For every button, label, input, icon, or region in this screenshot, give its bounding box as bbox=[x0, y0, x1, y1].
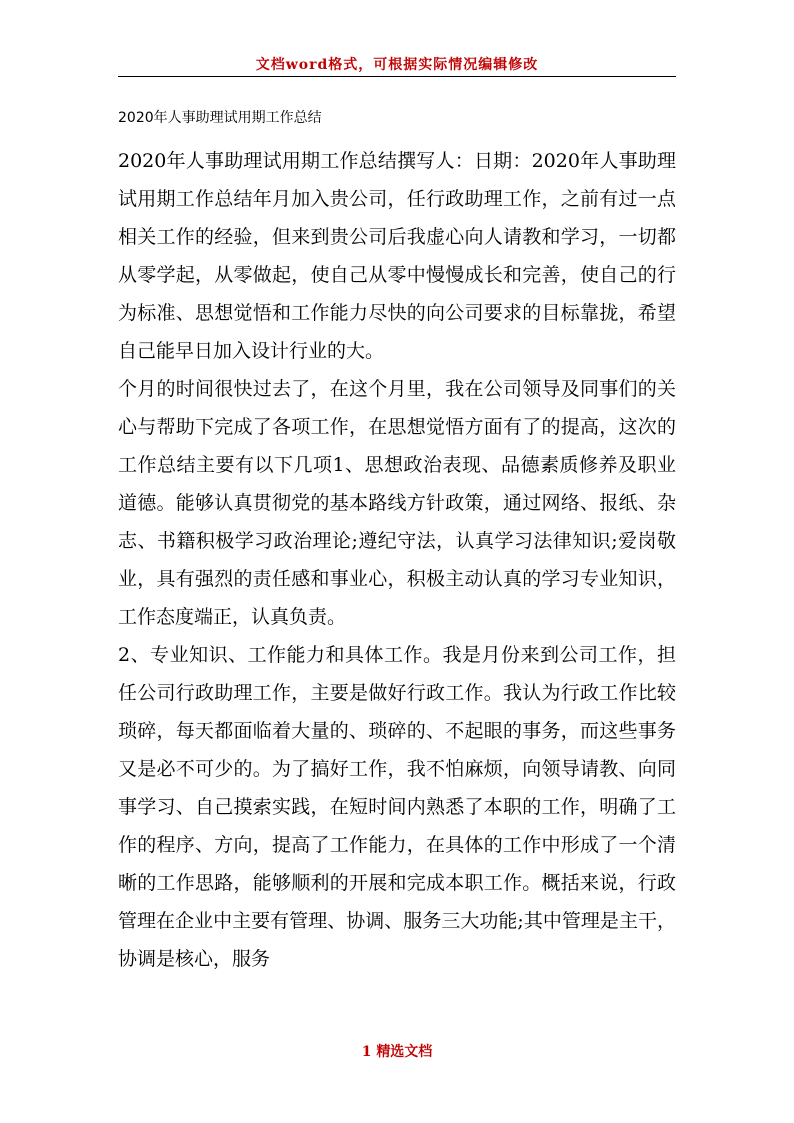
page-number: 1 bbox=[361, 1044, 372, 1060]
header-notice: 文档word格式，可根据实际情况编辑修改 bbox=[255, 57, 539, 73]
footer bbox=[0, 1041, 794, 1061]
header-divider bbox=[118, 76, 676, 77]
document-title: 2020年人事助理试用期工作总结 bbox=[118, 110, 322, 126]
document-body bbox=[118, 142, 676, 978]
paragraph: 2、专业知识、工作能力和具体工作。我是月份来到公司工作，担任公司行政助理工作，主要是做好行政工作。我认为行政工作比较琐碎，每天都面临着大量的、琐碎的、不起眼的事务，而这些事务又是必不可少的。为了搞好工作，我不怕麻烦，向领导请教、向同事学习、自己摸索实践，在短时间内熟悉了本职的工作，明确了工作的程序、方向，提高了工作能力，在具体的工作中形成了一个清晰的工作思路，能够顺利的开展和完成本职工作。概括来说，行政管理在企业中主要有管理、协调、服务三大功能;其中管理是主干，协调是核心，服务 bbox=[118, 644, 676, 970]
footer-label: 精选文档 bbox=[376, 1044, 433, 1060]
paragraph: 2020年人事助理试用期工作总结撰写人：日期：2020年人事助理试用期工作总结年月加入贵公司，任行政助理工作，之前有过一点相关工作的经验，但来到贵公司后我虚心向人请教和学习，一切都从零学起，从零做起，使自己从零中慢慢成长和完善，使自己的行为标准、思想觉悟和工作能力尽快的向公司要求的目标靠拢，希望自己能早日加入设计行业的大。 bbox=[118, 150, 676, 362]
paragraph: 个月的时间很快过去了，在这个月里，我在公司领导及同事们的关心与帮助下完成了各项工作，在思想觉悟方面有了的提高，这次的工作总结主要有以下几项1、思想政治表现、品德素质修养及职业道德。能够认真贯彻党的基本路线方针政策，通过网络、报纸、杂志、书籍积极学习政治理论;遵纪守法，认真学习法律知识;爱岗敬业，具有强烈的责任感和事业心，积极主动认真的学习专业知识，工作态度端正，认真负责。 bbox=[118, 378, 676, 628]
